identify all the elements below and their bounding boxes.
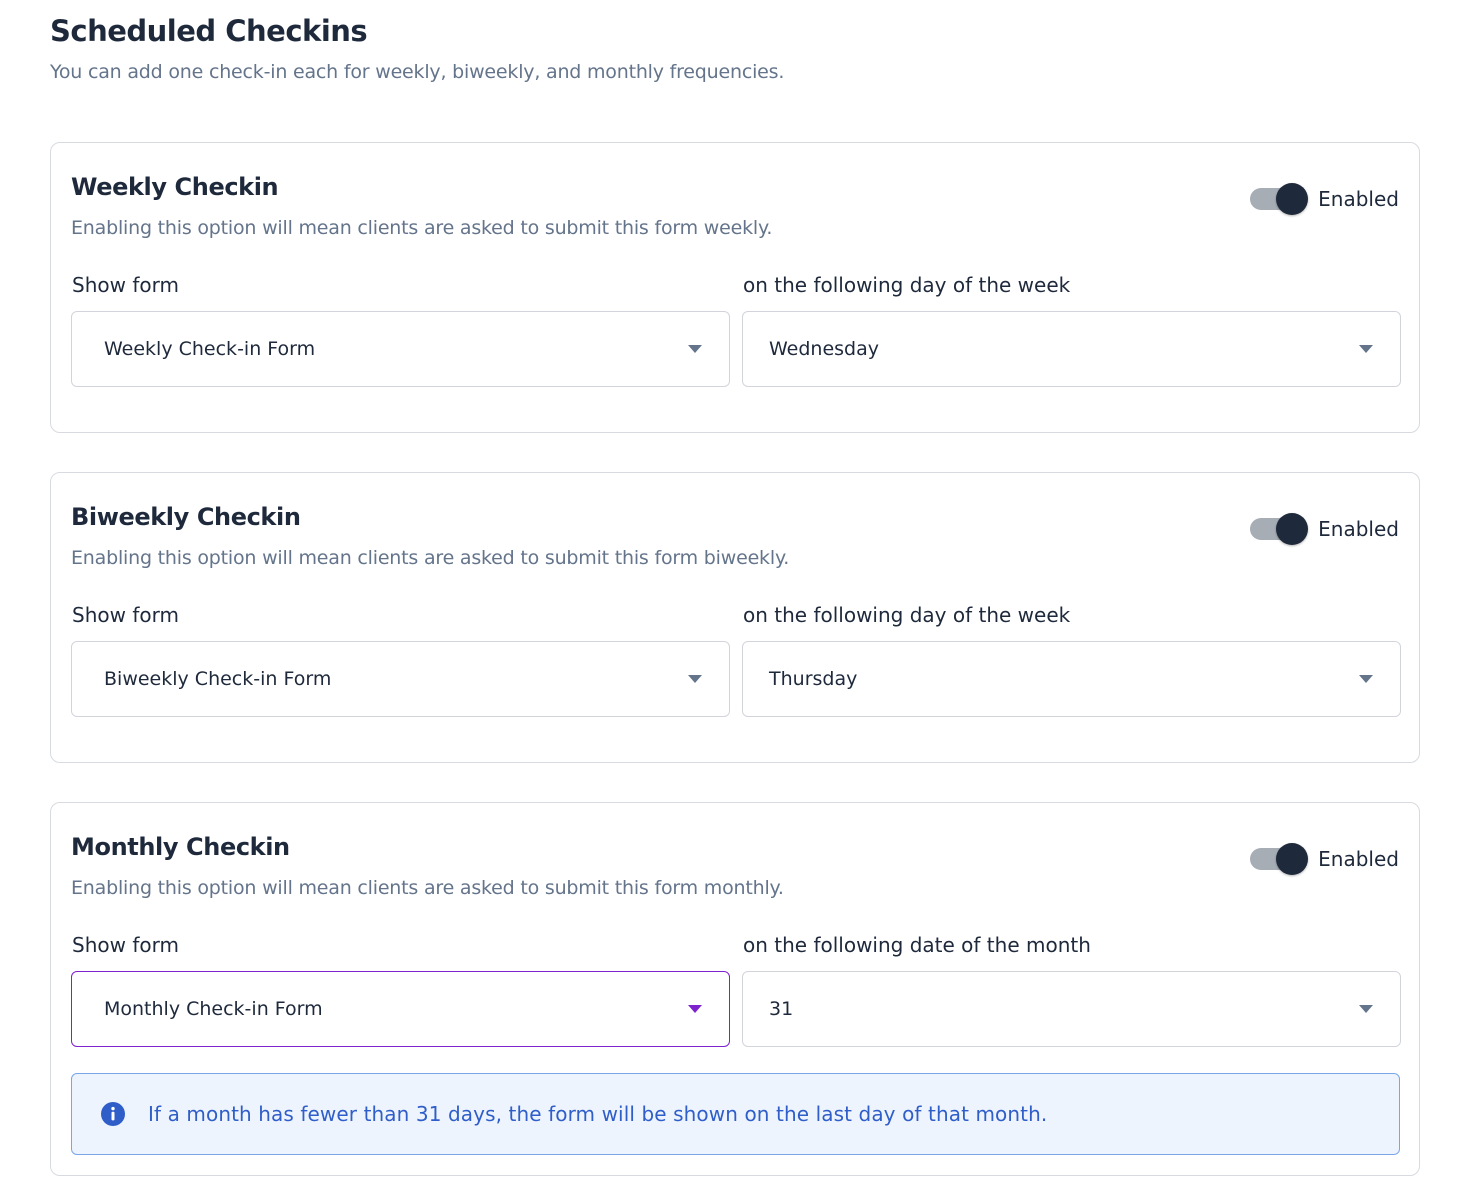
show-form-label: Show form — [72, 273, 179, 297]
chevron-down-icon — [1359, 1005, 1373, 1013]
biweekly-checkin-card — [50, 472, 1420, 763]
chevron-down-icon — [688, 1005, 702, 1013]
day-of-week-label: on the following day of the week — [743, 603, 1071, 627]
weekly-checkin-title: Weekly Checkin — [71, 173, 279, 201]
weekly-day-select[interactable] — [742, 311, 1401, 387]
monthly-checkin-title: Monthly Checkin — [71, 833, 290, 861]
chevron-down-icon — [688, 345, 702, 353]
weekly-enabled-toggle[interactable] — [1250, 187, 1399, 211]
toggle-track[interactable] — [1250, 188, 1306, 210]
select-value: Thursday — [769, 668, 858, 690]
select-value: 31 — [769, 998, 794, 1020]
weekly-checkin-description: Enabling this option will mean clients are asked to submit this form weekly. — [71, 217, 773, 239]
biweekly-enabled-toggle[interactable] — [1250, 517, 1399, 541]
biweekly-checkin-description: Enabling this option will mean clients are asked to submit this form biweekly. — [71, 547, 790, 569]
toggle-track[interactable] — [1250, 518, 1306, 540]
select-value: Monthly Check-in Form — [104, 998, 323, 1020]
toggle-label: Enabled — [1318, 847, 1399, 871]
biweekly-checkin-title: Biweekly Checkin — [71, 503, 301, 531]
select-value: Wednesday — [769, 338, 880, 360]
biweekly-day-select[interactable] — [742, 641, 1401, 717]
date-of-month-label: on the following date of the month — [743, 933, 1091, 957]
select-value: Biweekly Check-in Form — [104, 668, 332, 690]
toggle-knob[interactable] — [1276, 183, 1308, 215]
monthly-checkin-card — [50, 802, 1420, 1176]
toggle-track[interactable] — [1250, 848, 1306, 870]
monthly-enabled-toggle[interactable] — [1250, 847, 1399, 871]
show-form-label: Show form — [72, 603, 179, 627]
select-value: Weekly Check-in Form — [104, 338, 316, 360]
monthly-checkin-description: Enabling this option will mean clients are asked to submit this form monthly. — [71, 877, 784, 899]
chevron-down-icon — [1359, 345, 1373, 353]
toggle-knob[interactable] — [1276, 513, 1308, 545]
day-of-week-label: on the following day of the week — [743, 273, 1071, 297]
weekly-form-select[interactable] — [71, 311, 730, 387]
show-form-label: Show form — [72, 933, 179, 957]
weekly-checkin-card — [50, 142, 1420, 433]
monthly-form-select[interactable] — [71, 971, 730, 1047]
biweekly-form-select[interactable] — [71, 641, 730, 717]
page-subtitle: You can add one check-in each for weekly, biweekly, and monthly frequencies. — [50, 61, 785, 83]
toggle-label: Enabled — [1318, 517, 1399, 541]
toggle-label: Enabled — [1318, 187, 1399, 211]
chevron-down-icon — [688, 675, 702, 683]
info-alert — [71, 1073, 1400, 1155]
monthly-date-select[interactable] — [742, 971, 1401, 1047]
chevron-down-icon — [1359, 675, 1373, 683]
page-title: Scheduled Checkins — [50, 14, 368, 48]
toggle-knob[interactable] — [1276, 843, 1308, 875]
info-text: If a month has fewer than 31 days, the form will be shown on the last day of that month. — [148, 1102, 1048, 1126]
info-icon — [100, 1101, 126, 1127]
